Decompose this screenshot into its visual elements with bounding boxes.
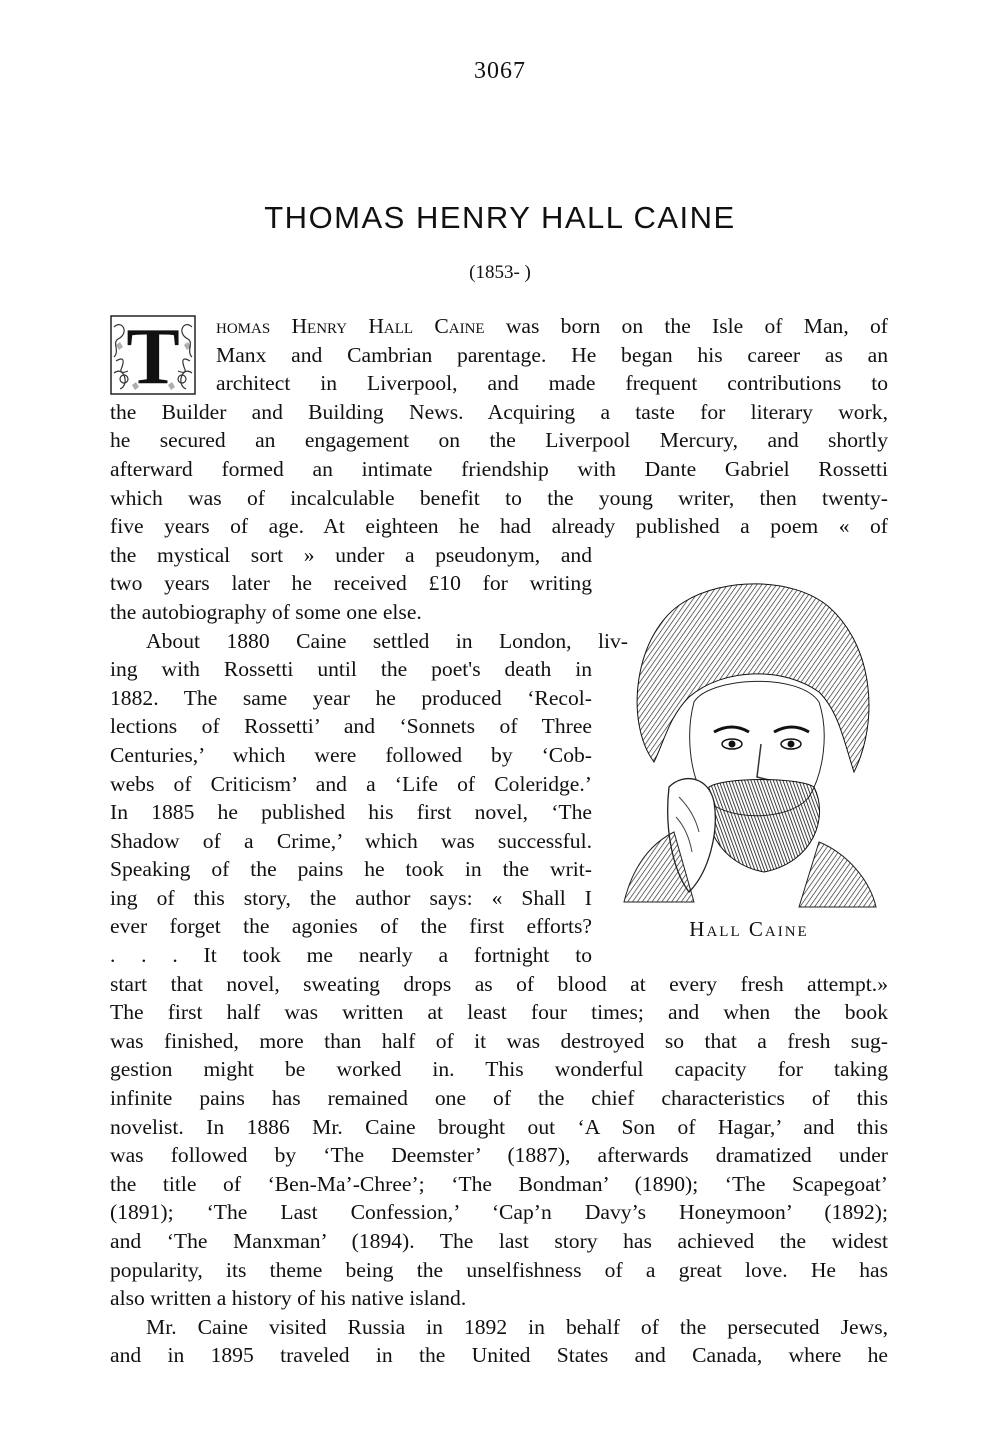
page-number: 3067 [474,58,526,84]
text-line: ever forget the agonies of the first efforts? [110,914,592,939]
text-line: infinite pains has remained one of the chief characteristics of this [110,1086,888,1111]
text-line: five years of age. At eighteen he had already published a poem « of [110,514,888,539]
text-line: the title of ‘Ben-Ma’-Chree’; ‘The Bondman’ (1890); ‘The Scapegoat’ [110,1171,888,1196]
line-text: was born on the Isle of Man, of [484,314,888,338]
article-title: THOMAS HENRY HALL CAINE [264,200,736,235]
text-line [110,312,888,341]
drop-cap-letter: T [126,315,180,395]
text-line: and in 1895 traveled in the United States and Canada, where he [110,1343,888,1368]
text-line: two years later he received £10 for writing [110,571,592,596]
text-line: lections of Rossetti’ and ‘Sonnets of Three [110,714,592,739]
text-line: novelist. In 1886 Mr. Caine brought out ‘A Son of Hagar,’ and this [110,1114,888,1139]
portrait-illustration [614,572,884,912]
text-line: was finished, more than half of it was destroyed so that a fresh sug- [110,1028,888,1053]
text-line: which was of incalculable benefit to the young writer, then twenty- [110,485,888,510]
text-line: Mr. Caine visited Russia in 1892 in behalf of the persecuted Jews, [146,1314,888,1339]
text-line: In 1885 he published his first novel, ‘The [110,800,592,825]
text-line: webs of Criticism’ and a ‘Life of Coleridge.’ [110,771,592,796]
text-line: start that novel, sweating drops as of blood at every fresh attempt.» [110,971,888,996]
text-line: Centuries,’ which were followed by ‘Cob- [110,742,592,767]
text-line: the mystical sort » under a pseudonym, and [110,542,592,567]
text-line: also written a history of his native island. [110,1286,467,1311]
text-line: afterward formed an intimate friendship with Dante Gabriel Rossetti [110,456,888,481]
text-line: gestion might be worked in. This wonderful capacity for taking [110,1057,888,1082]
text-line: he secured an engagement on the Liverpool Mercury, and shortly [110,428,888,453]
text-line: (1891); ‘The Last Confession,’ ‘Cap’n Davy’s Honeymoon’ (1892); [110,1200,888,1225]
text-line: Manx and Cambrian parentage. He began his career as an [216,342,888,367]
text-line: was followed by ‘The Deemster’ (1887), afterwards dramatized under [110,1143,888,1168]
opening-smallcaps: homas Henry Hall Caine [216,314,485,338]
text-line: Shadow of a Crime,’ which was successful. [110,828,592,853]
text-line: architect in Liverpool, and made frequent contributions to [216,371,888,396]
life-dates: (1853- ) [469,262,531,283]
text-line: The first half was written at least four times; and when the book [110,1000,888,1025]
text-line: ing of this story, the author says: « Shall I [110,885,592,910]
text-line: ing with Rossetti until the poet's death in [110,657,592,682]
text-line: the autobiography of some one else. [110,599,422,624]
text-line: About 1880 Caine settled in London, liv- [146,628,628,653]
text-line: the Builder and Building News. Acquiring a taste for literary work, [110,399,888,424]
text-line: . . . It took me nearly a fortnight to [110,943,592,968]
text-line: 1882. The same year he produced ‘Recol- [110,685,592,710]
text-line: and ‘The Manxman’ (1894). The last story has achieved the widest [110,1229,888,1253]
text-line: Speaking of the pains he took in the writ- [110,857,592,882]
text-line: popularity, its theme being the unselfishness of a great love. He has [110,1257,888,1282]
portrait-caption: Hall Caine [689,917,809,941]
